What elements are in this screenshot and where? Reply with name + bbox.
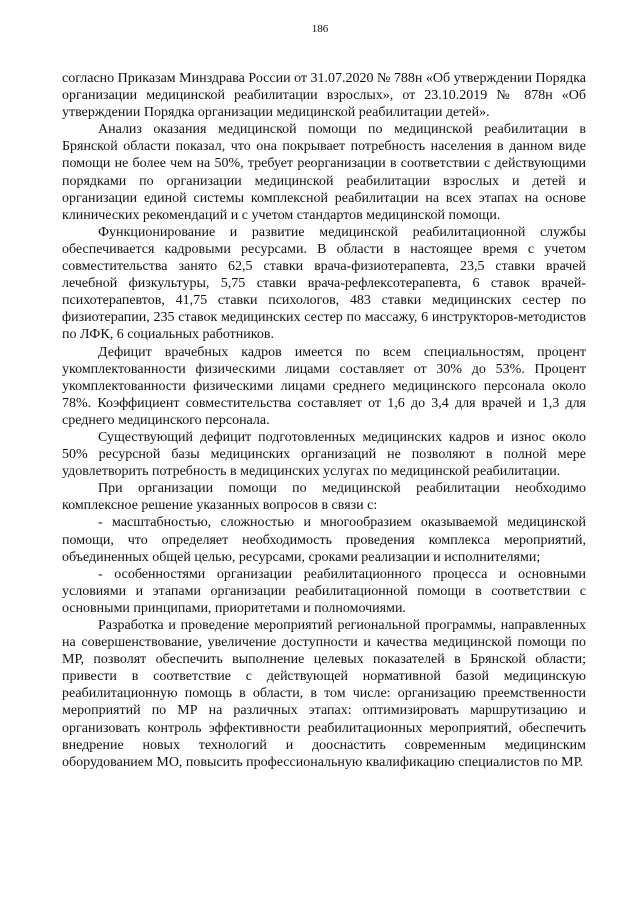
paragraph-program-measures: Разработка и проведение мероприятий региональной программы, направленных на совершенствование, увеличение доступности и качества медицинской помощи по МР, позволят обеспечить выполнение целевых показателей в Брянской области; привести в соответствие с действующей нормативной базой медицинскую реабилитационную помощь в области, в том числе: организацию преемственности мероприятий по МР на различных этапах: оптимизировать маршрутизацию и организовать контроль эффективности реабилитационных мероприятий, обеспечить внедрение новых технологий и дооснастить современным медицинским оборудованием МО, повысить профессиональную квалификацию специалистов по МР. <box>62 618 586 770</box>
document-body <box>62 70 586 771</box>
paragraph-complex-solution: При организации помощи по медицинской реабилитации необходимо комплексное решение указанных вопросов в связи с: <box>62 481 586 514</box>
paragraph-staff-deficit: Дефицит врачебных кадров имеется по всем специальностям, процент укомплектованности физическими лицами составляет от 30% до 53%. Процент укомплектованности физическими лицами среднего медицинского персонала около 78%. Коэффициент совместительства составляет от 1,6 до 3,4 для врачей и 1,3 для среднего медицинского персонала. <box>62 344 586 428</box>
paragraph-analysis: Анализ оказания медицинской помощи по медицинской реабилитации в Брянской области показал, что она покрывает потребность населения в данном виде помощи не более чем на 50%, требует реорганизации в соответствии с действующими порядками по организации медицинской реабилитации взрослых и детей и организации единой системы комплексной реабилитации на всех этапах на основе клинических рекомендаций и с учетом стандартов медицинской помощи. <box>62 122 586 223</box>
paragraph-resource-deficit: Существующий дефицит подготовленных медицинских кадров и износ около 50% ресурсной базы медицинских организаций не позволяют в полной мере удовлетворить потребность в медицинских услугах по медицинской реабилитации. <box>62 429 586 480</box>
list-item-organization: - особенностями организации реабилитационного процесса и основными условиями и этапами организации реабилитационной помощи в соответствии с основными принципами, приоритетами и полномочиями. <box>62 566 586 616</box>
page-number: 186 <box>311 23 329 35</box>
paragraph-order-references: согласно Приказам Минздрава России от 31.07.2020 № 788н «Об утверждении Порядка организации медицинской реабилитации взрослых», от 23.10.2019 № 878н «Об утверждении Порядка организации медицинской реабилитации детей». <box>62 71 586 121</box>
paragraph-staffing: Функционирование и развитие медицинской реабилитационной службы обеспечивается кадровыми ресурсами. В области в настоящее время с учетом совместительства занято 62,5 ставки врача-физиотерапевта, 23,5 ставки врачей лечебной физкультуры, 5,75 ставки врача-рефлексотерапевта, 6 ставок врачей-психотерапевтов, 41,75 ставки психологов, 483 ставки медицинских сестер по физиотерапии, 235 ставок медицинских сестер по массажу, 6 инструкторов-методистов по ЛФК, 6 социальных работников. <box>62 224 586 343</box>
list-item-scale: - масштабностью, сложностью и многообразием оказываемой медицинской помощи, что определяет необходимость проведения комплекса мероприятий, объединенных общей целью, ресурсами, сроками реализации и исполнителями; <box>62 515 586 565</box>
